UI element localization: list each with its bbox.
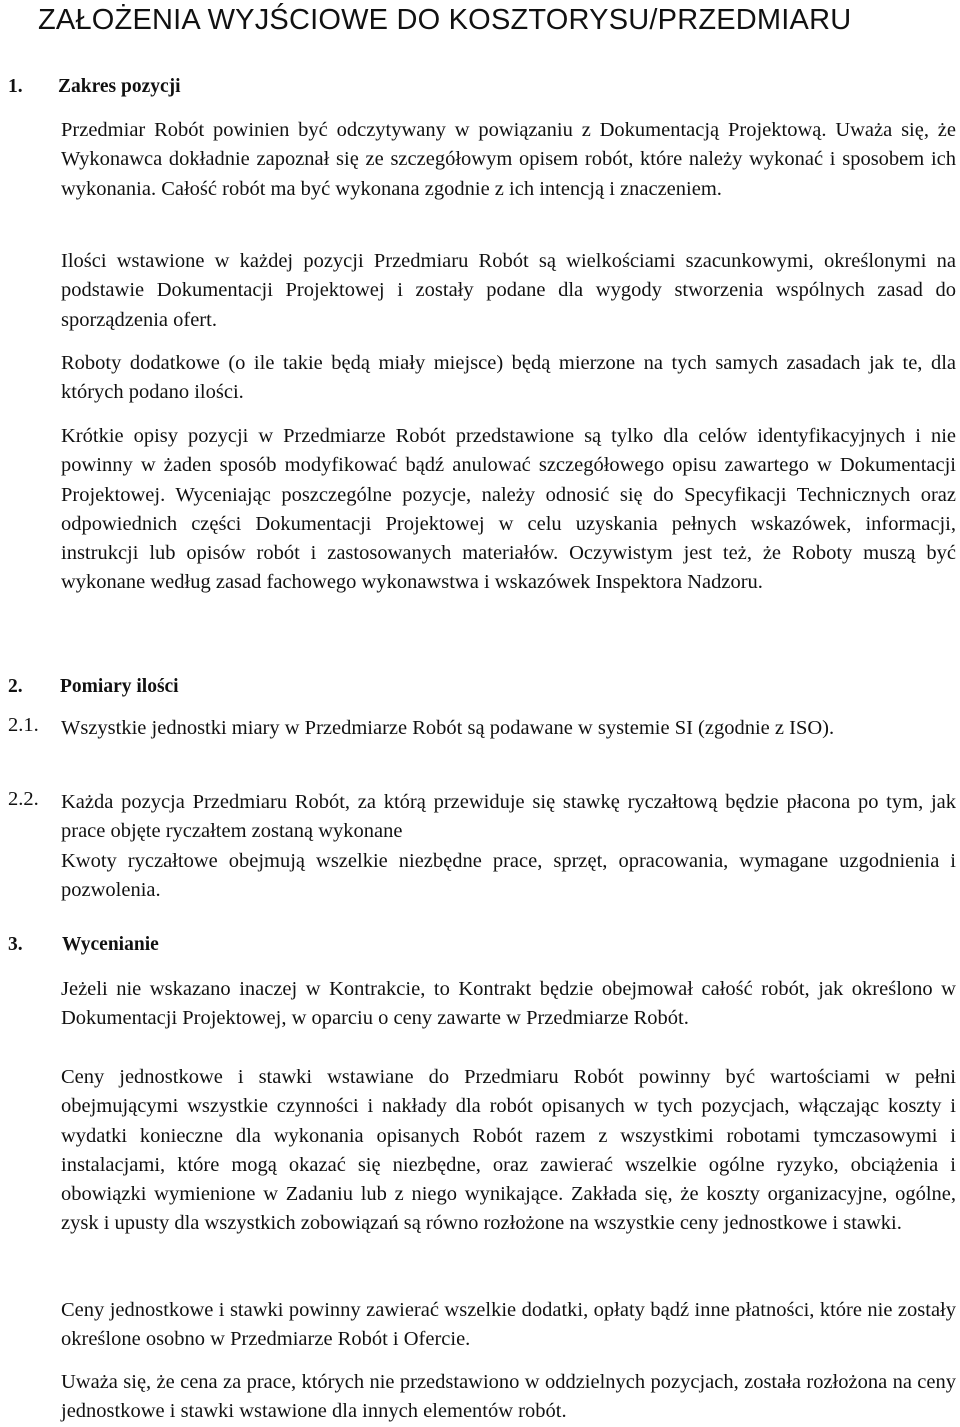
- section-1-paragraph-1: Przedmiar Robót powinien być odczytywany w powiązaniu z Dokumentacją Projektową. Uważa się, że Wykonawca dokładnie zapoznał się ze szczegółowym opisem robót, które należy wykonać i sposobem ich wykonania. Całość robót ma być wykonana zgodnie z ich intencją i znaczeniem.: [61, 119, 956, 200]
- section-1-heading: [8, 76, 181, 98]
- section-1-paragraph-3: Roboty dodatkowe (o ile takie będą miały miejsce) będą mierzone na tych samych zasadach jak te, dla których podano ilości.: [61, 352, 956, 404]
- section-3-paragraph-4: Uważa się, że cena za prace, których nie przedstawiono w oddzielnych pozycjach, została rozłożona na ceny jednostkowe i stawki wstawione dla innych elementów robót.: [61, 1371, 956, 1423]
- subsection-2-2-text-a: Każda pozycja Przedmiaru Robót, za którą przewiduje się stawkę ryczałtową będzie płacona po tym, jak prace objęte ryczałtem zostaną wykonane: [61, 791, 956, 843]
- section-2-heading: [8, 676, 179, 698]
- section-2-title: Pomiary ilości: [60, 676, 179, 697]
- subsection-2-2-number: 2.2.: [8, 788, 39, 810]
- section-3-paragraph-2: Ceny jednostkowe i stawki wstawiane do Przedmiaru Robót powinny być wartościami w pełni obejmującymi wszystkie czynności i nakłady dla robót opisanych w tych pozycjach, włączając koszty i wydatki konieczne dla wykonania opisanych Robót razem z wszystkimi robotami tymczasowymi i instalacjami, które mogą okazać się niezbędne, oraz zawierać wszelkie ogólne ryzyko, obciążenia i obowiązki wymienione w Zadaniu lub z niego wynikające. Zakłada się, że koszty organizacyjne, ogólne, zysk i upusty dla wszystkich zobowiązań są równo rozłożone na wszystkie ceny jednostkowe i stawki.: [61, 1066, 956, 1235]
- section-2-number: 2.: [8, 676, 23, 697]
- section-3-paragraph-1: Jeżeli nie wskazano inaczej w Kontrakcie, to Kontrakt będzie obejmował całość robót, jak określono w Dokumentacji Projektowej, w oparciu o ceny zawarte w Przedmiarze Robót.: [61, 978, 956, 1030]
- document-title: ZAŁOŻENIA WYJŚCIOWE DO KOSZTORYSU/PRZEDMIARU: [38, 4, 852, 36]
- subsection-2-2-body: [61, 788, 956, 905]
- subsection-2-2-text-b: Kwoty ryczałtowe obejmują wszelkie niezbędne prace, sprzęt, opracowania, wymagane uzgodnienia i pozwolenia.: [61, 849, 956, 901]
- section-3-number: 3.: [8, 934, 23, 955]
- section-1-paragraph-4: Krótkie opisy pozycji w Przedmiarze Robót przedstawione są tylko dla celów identyfikacyjnych i nie powinny w żaden sposób modyfikować bądź anulować szczegółowego opisu zawartego w Dokumentacji Projektowej. Wyceniając poszczególne pozycje, należy odnosić się do Specyfikacji Technicznych oraz odpowiednich części Dokumentacji Projektowej w celu uzyskania pełnych wskazówek, informacji, instrukcji lub opisów robót i zastosowanych materiałów. Oczywistym jest też, że Roboty muszą być wykonane według zasad fachowego wykonawstwa i wskazówek Inspektora Nadzoru.: [61, 425, 956, 594]
- subsection-2-1-number: 2.1.: [8, 714, 39, 736]
- section-3-paragraph-3: Ceny jednostkowe i stawki powinny zawierać wszelkie dodatki, opłaty bądź inne płatności, które nie zostały określone osobno w Przedmiarze Robót i Ofercie.: [61, 1299, 956, 1351]
- section-1-paragraph-2: Ilości wstawione w każdej pozycji Przedmiaru Robót są wielkościami szacunkowymi, określonymi na podstawie Dokumentacji Projektowej i zostały podane dla wygody stworzenia wspólnych zasad do sporządzenia ofert.: [61, 250, 956, 331]
- subsection-2-1-text: Wszystkie jednostki miary w Przedmiarze Robót są podawane w systemie SI (zgodnie z ISO).: [61, 717, 835, 739]
- section-3-heading: [8, 934, 159, 956]
- section-1-number: 1.: [8, 76, 23, 97]
- section-1-title: Zakres pozycji: [58, 76, 181, 97]
- section-3-title: Wycenianie: [62, 934, 159, 955]
